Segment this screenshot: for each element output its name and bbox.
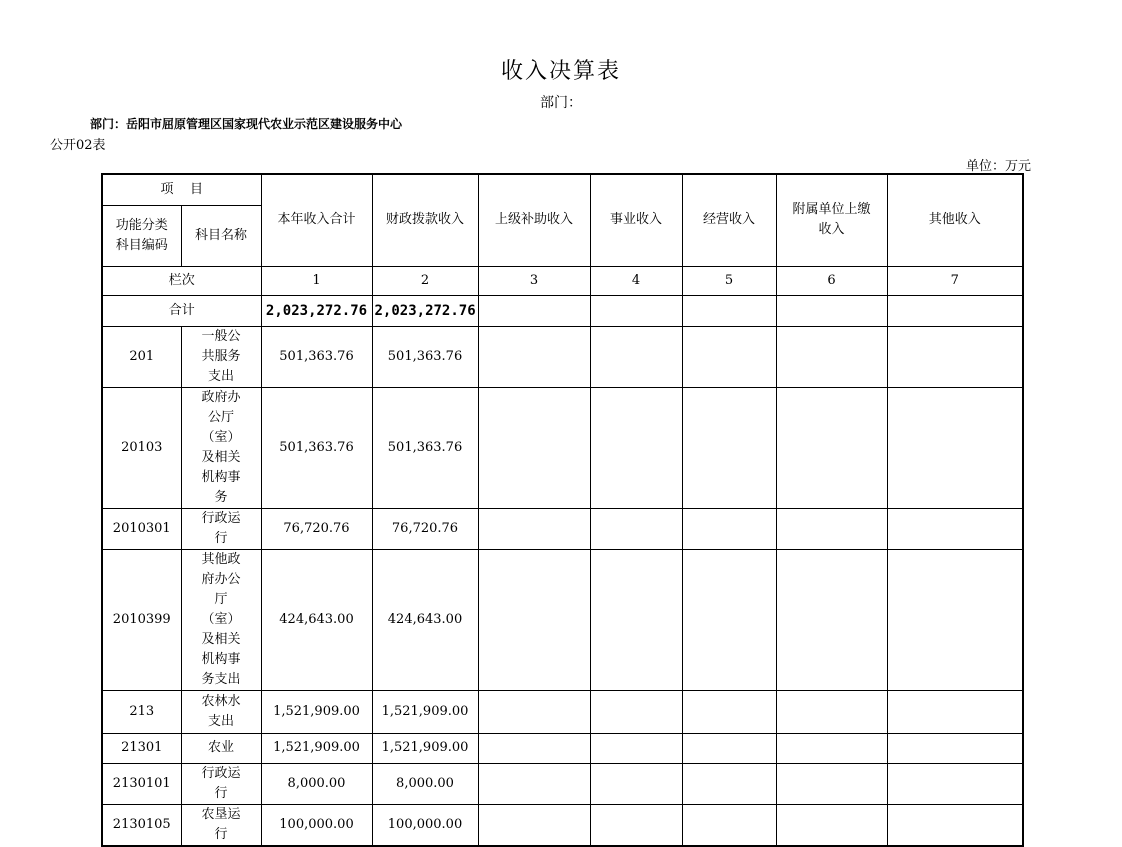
empty-cell [590,763,682,804]
row-fiscal: 100,000.00 [372,804,478,846]
empty-cell [478,387,590,508]
row-total: 76,720.76 [261,508,372,549]
row-code: 20103 [102,387,181,508]
empty-cell [682,326,776,387]
empty-cell [776,326,887,387]
empty-cell [887,690,1023,733]
row-name: 行政运行 [181,508,261,549]
empty-cell [776,295,887,326]
empty-cell [590,549,682,690]
row-fiscal: 1,521,909.00 [372,733,478,763]
table-row [102,690,1023,733]
page-title: 收入决算表 [500,59,621,84]
empty-cell [776,733,887,763]
empty-cell [776,690,887,733]
row-total: 1,521,909.00 [261,690,372,733]
empty-cell [590,295,682,326]
empty-cell [590,508,682,549]
empty-cell [478,295,590,326]
row-name: 农垦运行 [181,804,261,846]
total-fiscal: 2,023,272.76 [372,295,478,326]
form-code: 公开02表 [50,138,106,153]
table-row [102,763,1023,804]
header-row-1 [102,174,1023,205]
row-code: 213 [102,690,181,733]
empty-cell [590,804,682,846]
table-row [102,387,1023,508]
row-code: 2130101 [102,763,181,804]
empty-cell [590,690,682,733]
other-header: 其他收入 [887,174,1023,266]
empty-cell [887,295,1023,326]
empty-cell [478,508,590,549]
row-fiscal: 501,363.76 [372,387,478,508]
func-code-header: 功能分类科目编码 [102,205,181,266]
empty-cell [776,387,887,508]
empty-cell [887,763,1023,804]
total-header: 本年收入合计 [261,174,372,266]
row-name: 农业 [181,733,261,763]
row-name: 农林水支出 [181,690,261,733]
empty-cell [682,295,776,326]
column-index-label: 栏次 [102,266,261,295]
affiliated-header: 附属单位上缴收入 [776,174,887,266]
empty-cell [478,326,590,387]
total-amount: 2,023,272.76 [261,295,372,326]
column-index-cell: 6 [776,266,887,295]
empty-cell [682,804,776,846]
operation-header: 经营收入 [682,174,776,266]
subject-name-header: 科目名称 [181,205,261,266]
empty-cell [682,387,776,508]
row-total: 8,000.00 [261,763,372,804]
table-row [102,508,1023,549]
empty-cell [590,733,682,763]
empty-cell [682,690,776,733]
column-index-row [102,266,1023,295]
row-name: 其他政府办公厅（室）及相关机构事务支出 [181,549,261,690]
empty-cell [887,326,1023,387]
row-code: 21301 [102,733,181,763]
empty-cell [478,733,590,763]
empty-cell [776,508,887,549]
total-label: 合计 [102,295,261,326]
row-code: 2010301 [102,508,181,549]
empty-cell [887,733,1023,763]
empty-cell [682,549,776,690]
column-index-cell: 4 [590,266,682,295]
empty-cell [682,733,776,763]
business-header: 事业收入 [590,174,682,266]
row-fiscal: 76,720.76 [372,508,478,549]
row-code: 201 [102,326,181,387]
table-row [102,326,1023,387]
row-name: 行政运行 [181,763,261,804]
column-index-cell: 7 [887,266,1023,295]
empty-cell [682,508,776,549]
empty-cell [887,387,1023,508]
department-label: 部门：岳阳市屈原管理区国家现代农业示范区建设服务中心 [90,117,403,131]
empty-cell [478,690,590,733]
column-index-cell: 5 [682,266,776,295]
empty-cell [478,804,590,846]
empty-cell [887,804,1023,846]
page-subtitle: 部门： [540,95,582,111]
row-total: 100,000.00 [261,804,372,846]
unit-label: 单位：万元 [965,159,1031,174]
column-index-cell: 1 [261,266,372,295]
fiscal-header: 财政拨款收入 [372,174,478,266]
row-name: 政府办公厅（室）及相关机构事务 [181,387,261,508]
total-row [102,295,1023,326]
row-total: 501,363.76 [261,387,372,508]
column-index-cell: 3 [478,266,590,295]
row-fiscal: 1,521,909.00 [372,690,478,733]
empty-cell [590,387,682,508]
empty-cell [887,508,1023,549]
row-code: 2130105 [102,804,181,846]
item-header: 项 目 [102,174,261,205]
table-row [102,733,1023,763]
empty-cell [776,763,887,804]
table-row [102,804,1023,846]
empty-cell [682,763,776,804]
income-table [101,173,1024,847]
empty-cell [590,326,682,387]
row-total: 424,643.00 [261,549,372,690]
row-fiscal: 8,000.00 [372,763,478,804]
superior-header: 上级补助收入 [478,174,590,266]
empty-cell [478,549,590,690]
row-name: 一般公共服务支出 [181,326,261,387]
row-fiscal: 424,643.00 [372,549,478,690]
row-code: 2010399 [102,549,181,690]
row-fiscal: 501,363.76 [372,326,478,387]
empty-cell [478,763,590,804]
empty-cell [776,549,887,690]
column-index-cell: 2 [372,266,478,295]
row-total: 1,521,909.00 [261,733,372,763]
empty-cell [776,804,887,846]
row-total: 501,363.76 [261,326,372,387]
empty-cell [887,549,1023,690]
table-row [102,549,1023,690]
